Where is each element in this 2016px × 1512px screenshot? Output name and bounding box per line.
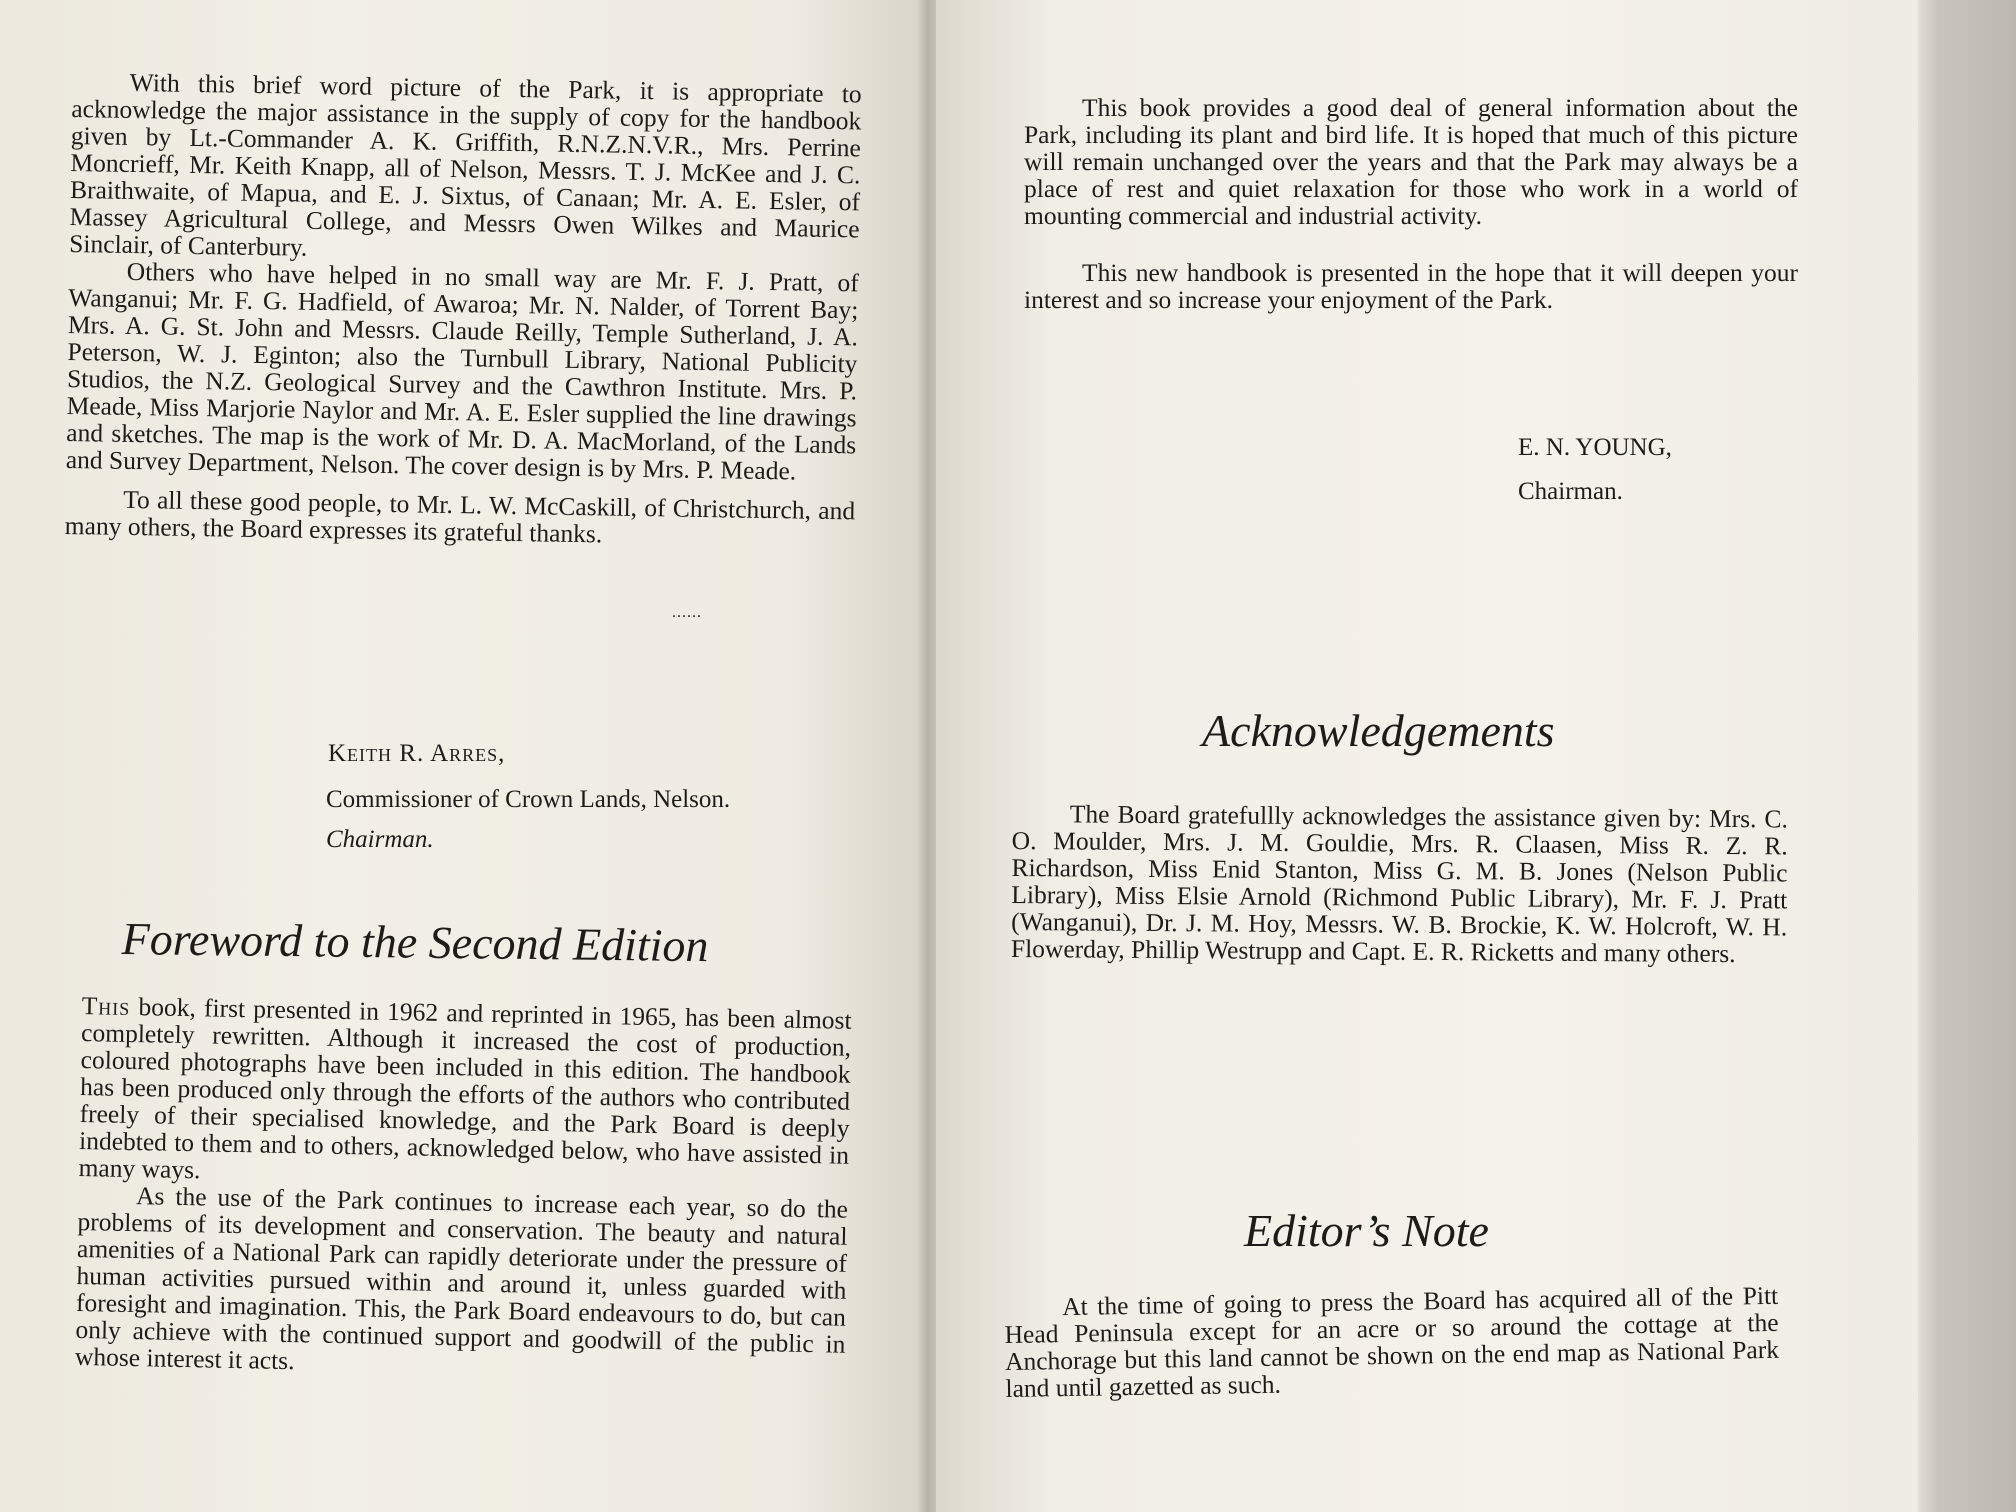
foreword-paragraph-1-body: book, first presented in 1962 and reprinted in 1965, has been almost completely rewritten. Although it increased the cost of production, coloured photographs have been included in this edition. The handbook has been produced only through the efforts of the authors who contributed freely of their specialised knowledge, and the Park Board is deeply indebted to them and to others, acknowledged below, who have assisted in many ways. — [78, 991, 852, 1185]
separator-dots: ...... — [672, 604, 702, 621]
foreword-paragraph-1 — [78, 992, 851, 1196]
foreword-paragraph-2: As the use of the Park continues to increase each year, so do the problems of its development and conservation. The beauty and natural amenities of a National Park can rapidly deteriorate under the pressure of human activities pursued within and around it, unless guarded with foresight and imagination. This, the Park Board endeavours to do, but can only achieve with the continued support and goodwill of the public in whose interest it acts. — [74, 1181, 849, 1376]
foreword-heading: Foreword to the Second Edition — [121, 912, 709, 972]
acknowledgements-paragraph: The Board gratefullly acknowledges the assistance given by: Mrs. C. O. Moulder, Mrs. J. M. Gouldie, Mrs. R. Claasen, Miss R. Z. R. Richardson, Miss Enid Stanton, Miss G. M. B. Jones (Nelson Public Library), Miss Elsie Arnold (Richmond Public Library), Mr. F. J. Pratt (Wanganui), Dr. J. M. Hoy, Messrs. W. B. Brockie, K. W. Holcroft, W. H. Flowerday, Phillip Westrupp and Capt. E. R. Ricketts and many others. — [1010, 799, 1788, 969]
editors-note-paragraph: At the time of going to press the Board has acquired all of the Pitt Head Peninsula except for an acre or so around the cottage at the Anchorage but this land cannot be shown on the end map as National Park land until gazetted as such. — [1004, 1280, 1780, 1403]
right-signature-name: E. N. YOUNG, — [1518, 434, 1672, 461]
right-signature-role: Chairman. — [1518, 478, 1623, 505]
right-intro-text — [1024, 94, 1798, 313]
left-signature-role: Chairman. — [326, 826, 434, 853]
acknowledgements-heading: Acknowledgements — [1202, 705, 1555, 756]
editors-note-text — [1004, 1282, 1780, 1402]
left-signature-name: Keith R. Arres, — [328, 740, 506, 767]
background-edge — [1918, 0, 2016, 1512]
right-page — [936, 0, 1936, 1512]
right-paragraph-2: This new handbook is presented in the hope that it will deepen your interest and so increase your enjoyment of the Park. — [1024, 258, 1798, 314]
left-paragraph-1: With this brief word picture of the Park, it is appropriate to acknowledge the major assistance in the supply of copy for the handbook given by Lt.-Commander A. K. Griffith, R.N.Z.N.V.R., Mrs. Perrine Moncrieff, Mr. Keith Knapp, all of Nelson, Messrs. T. J. McKee and J. C. Braithwaite, of Mapua, and E. J. Sixtus, of Canaan; Mr. A. E. Esler, of Massey Agricultural College, and Messrs Owen Wilkes and Maurice Sinclair, of Canterbury. — [69, 67, 862, 262]
editors-note-heading: Editor’s Note — [1244, 1205, 1489, 1256]
left-signature-title: Commissioner of Crown Lands, Nelson. — [326, 786, 731, 813]
left-paragraph-3: To all these good people, to Mr. L. W. McCaskill, of Christchurch, and many others, the Board expresses its grateful thanks. — [64, 484, 856, 549]
left-paragraph-2: Others who have helped in no small way are Mr. F. J. Pratt, of Wanganui; Mr. F. G. Hadfield, of Awaroa; Mr. N. Nalder, of Torrent Bay; Mrs. A. G. St. John and Messrs. Claude Reilly, Temple Sutherland, J. A. Peterson, W. J. Eginton; also the Turnbull Library, National Publicity Studios, the N.Z. Geological Survey and the Cawthron Institute. Mrs. P. Meade, Miss Marjorie Naylor and Mr. A. E. Esler supplied the line drawings and sketches. The map is the work of Mr. D. A. MacMorland, of the Lands and Survey Department, Nelson. The cover design is by Mrs. P. Meade. — [65, 256, 859, 486]
foreword-text — [75, 992, 852, 1385]
left-acknowledgement-text — [65, 68, 862, 551]
acknowledgements-text — [1011, 800, 1788, 967]
right-paragraph-1: This book provides a good deal of general information about the Park, including its plant and bird life. It is hoped that much of this picture will remain unchanged over the years and that the Park may always be a place of rest and quiet relaxation for those who work in a world of mounting commercial and industrial activity. — [1024, 93, 1798, 230]
foreword-lead-word: This — [81, 991, 131, 1021]
left-page — [0, 0, 928, 1512]
